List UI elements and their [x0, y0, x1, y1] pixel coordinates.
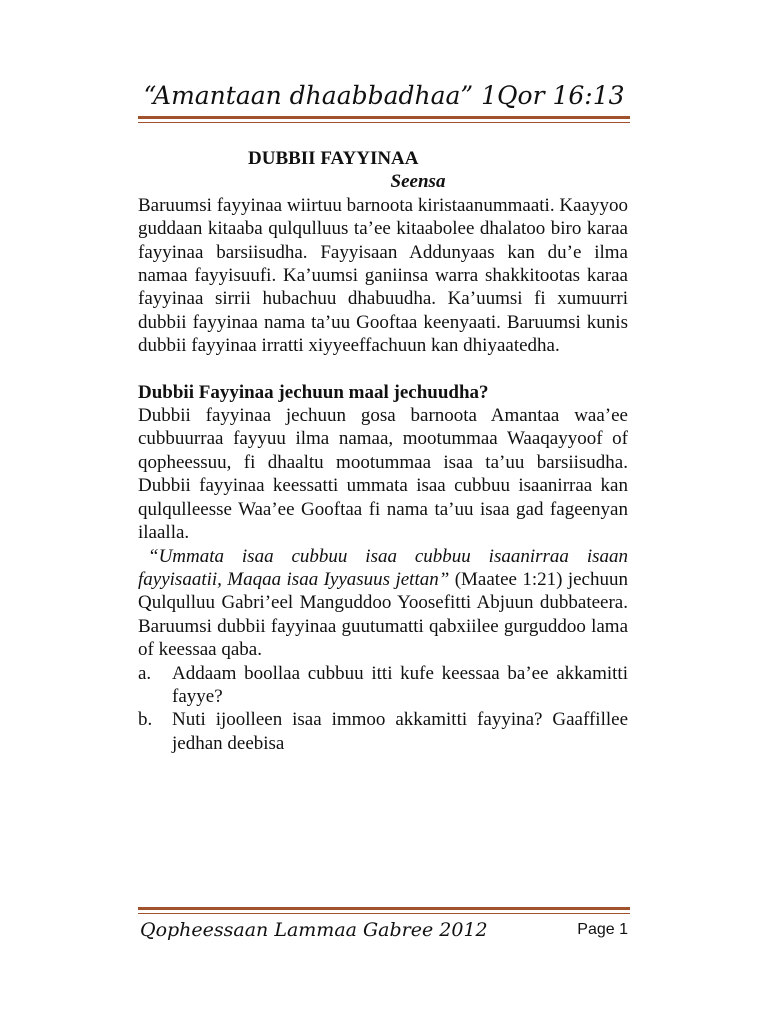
list-item [138, 708, 628, 755]
list-item-text: Addaam boollaa cubbuu itti kufe keessaa ba’ee akkamitti fayye? [172, 662, 628, 707]
page-number: Page 1 [577, 921, 628, 938]
quote-paragraph [138, 545, 628, 662]
footer-author: Qopheessaan Lammaa Gabree 2012 [140, 919, 488, 941]
header-divider [138, 116, 630, 123]
intro-paragraph: Baruumsi fayyinaa wiirtuu barnoota kiristaanummaati. Kaayyoo guddaan kitaaba qulqulluus ta’ee kitaabolee dhalatoo biro karaa fayyinaa barsiisudha. Fayyisaan Addunyaas kan du’e ilma namaa fayyisuufi. Ka’uumsi ganiinsa warra shakkitootas karaa fayyinaa sirrii hubachuu dhabuudha. Ka’uumsi fi xumuurri dubbii fayyinaa nama ta’uu Gooftaa keenyaati. Baruumsi kunis dubbii fayyinaa irratti xiyyeeffachuun kan dhiyaatedha. [138, 194, 628, 357]
document-body [138, 147, 628, 755]
section-paragraph: Dubbii fayyinaa jechuun gosa barnoota Amantaa waa’ee cubbuurraa fayyuu ilma namaa, mootummaa Waaqayyoof of qopheessuu, fi dhaaltu mootummaa isaa ta’uu barsiisudha. Dubbii fayyinaa keessatti ummata isaa cubbuu isaanirraa kan qulqulleesse Waa’ee Gooftaa fi nama ta’uu isaa gad fageenyan ilaalla. [138, 405, 628, 544]
list-marker: a. [138, 662, 152, 684]
footer-divider [138, 907, 630, 914]
list-item [138, 662, 628, 709]
section-heading: Dubbii Fayyinaa jechuun maal jechuudha? [138, 381, 489, 403]
document-subtitle: Seensa [390, 171, 446, 193]
list-item-text: Nuti ijoolleen isaa immoo akkamitti fayyina? Gaaffillee jedhan deebisa [172, 709, 628, 754]
quote-continuation: (Maatee 1:21) jechuun Qulqulluu Gabri’eel Manguddoo Yoosefitti Abjuun dubbateera. Baruumsi dubbii fayyinaa guutumatti qabxiilee gurguddoo lama of keessaa qaba. [138, 568, 628, 661]
question-list [138, 662, 628, 756]
page-footer [138, 914, 630, 946]
document-title: DUBBII FAYYINAA [248, 148, 419, 169]
scripture-quote: “Ummata isaa cubbuu isaa cubbuu isaanirraa isaan fayyisaatii, Maqaa isaa Iyyasuus jettan” [138, 545, 628, 590]
page-header-title: “Amantaan dhaabbadhaa” 1Qor 16:13 [143, 81, 625, 110]
list-marker: b. [138, 709, 153, 731]
